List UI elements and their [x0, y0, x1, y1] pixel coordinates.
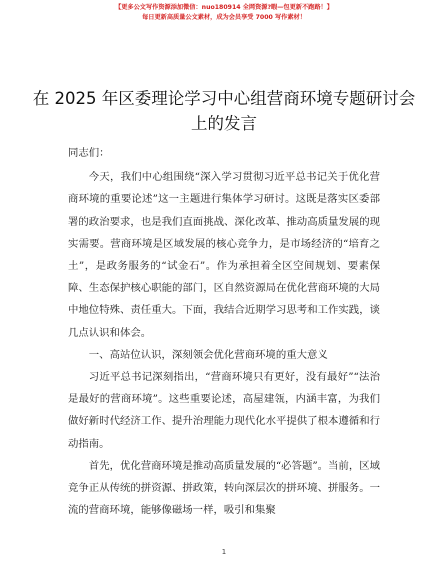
section-heading-1: 一、高站位认识，深刻领会优化营商环境的重大意义 — [88, 348, 328, 361]
paragraph-first-point: 首先，优化营商环境是推动高质量发展的“必答题”。当前，区域竞争正从传统的拼资源、拼政策，转向深层次的拼环境、拼服务。一流的营商环境，能够像磁场一样，吸引和集聚 — [68, 459, 380, 517]
promo-banner-line-2: 每日更新高质量公文素材，成为会员享受 7000 写作素材！ — [142, 14, 306, 21]
promo-banner — [0, 3, 448, 23]
page-number: 1 — [221, 548, 227, 556]
paragraph-intro: 今天，我们中心组围绕“深入学习贯彻习近平总书记关于优化营商环境的重要论述”这一主题进行集体学习研讨。这既是落实区委部署的政治要求，也是我们直面挑战、深化改革、推动高质量发展的现实需要。营商环境是区域发展的核心竞争力，是市场经济的“培育之土”，是政务服务的“试金石”。作为承担着全区空间规划、要素保障、生态保护核心职能的部门，区自然资源局在优化营商环境的大局中地位特殊、责任重大。下面，我结合近期学习思考和工作实践，谈几点认识和体会。 — [68, 171, 380, 339]
document-title: 在 2025 年区委理论学习中心组营商环境专题研讨会上的发言 — [32, 89, 416, 133]
document-body — [68, 142, 380, 521]
promo-banner-line-1: 【更多公文写作资源添加微信：nuo180914 全网资源?暇—包更新不跑路！】 — [115, 4, 333, 11]
paragraph-quote: 习近平总书记深刻指出，“营商环境只有更好，没有最好”“法治是最好的营商环境”。这些重要论述，高屋建瓴，内涵丰富，为我们做好新时代经济工作、提升治理能力现代化水平提供了根本遵循和行动指南。 — [68, 371, 380, 450]
salutation: 同志们： — [68, 147, 110, 159]
